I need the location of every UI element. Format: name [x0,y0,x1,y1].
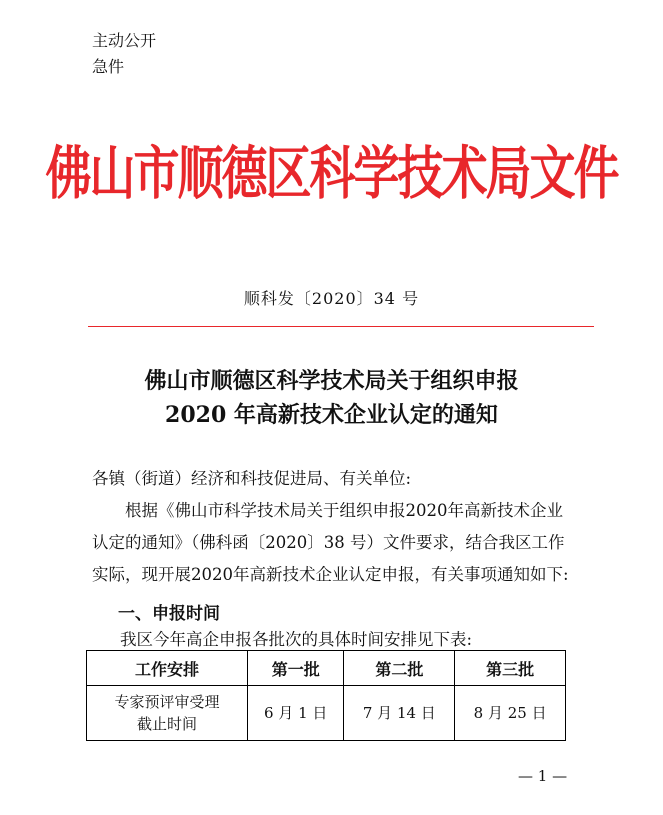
masthead-title: 佛山市顺德区科学技术局文件 [45,139,618,207]
body-line: 实际，现开展2020年高新技术企业认定申报，有关事项通知如下: [92,565,569,584]
masthead-divider [88,326,594,327]
row-label-cell [87,686,248,741]
section-heading: 一、申报时间 [118,604,220,624]
header-cell-batch-1: 第一批 [248,651,344,686]
body-paragraph [92,495,602,527]
row-label-line-1: 专家预评审受理 [114,693,220,711]
table-row [87,686,566,741]
row-label-line-2: 截止时间 [136,715,197,733]
disclosure-tag: 主动公开 [92,31,157,50]
notice-title-line-2: 2020 年高新技术企业认定的通知 [165,402,498,428]
page-number: — 1 — [518,767,568,785]
table-header-row [87,651,566,686]
section-intro: 我区今年高企申报各批次的具体时间安排见下表: [120,630,473,649]
notice-title-line-1: 佛山市顺德区科学技术局关于组织申报 [144,368,519,394]
body-paragraph-cont-1 [92,527,602,559]
document-number: 顺科发〔2020〕34 号 [243,289,420,308]
schedule-table [86,650,566,741]
deadline-batch-3: 8 月 25 日 [455,686,566,741]
header-cell-batch-2: 第二批 [344,651,455,686]
urgency-tag: 急件 [92,57,125,76]
addressee: 各镇（街道）经济和科技促进局、有关单位: [92,469,412,488]
body-line: 根据《佛山市科学技术局关于组织申报2020年高新技术企业 [125,501,563,520]
header-cell-task: 工作安排 [87,651,248,686]
body-paragraph-cont-2 [92,559,602,591]
deadline-batch-2: 7 月 14 日 [344,686,455,741]
body-line: 认定的通知》（佛科函〔2020〕38 号）文件要求，结合我区工作 [92,533,565,552]
deadline-batch-1: 6 月 1 日 [248,686,344,741]
header-cell-batch-3: 第三批 [455,651,566,686]
